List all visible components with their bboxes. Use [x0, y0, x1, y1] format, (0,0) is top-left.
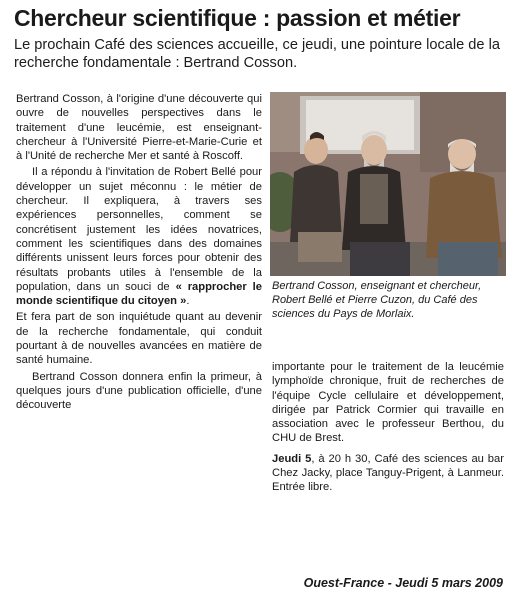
article-photo: [270, 92, 506, 276]
right-column: [272, 360, 504, 497]
source-credit: Ouest-France - Jeudi 5 mars 2009: [303, 576, 503, 590]
paragraph: [16, 165, 262, 308]
quote-bold: « rapprocher le monde scientifique du citoyen »: [16, 280, 262, 308]
photo-caption: Bertrand Cosson, enseignant et chercheur, Robert Bellé et Pierre Cuzon, du Café des sciences du Pays de Morlaix.: [272, 280, 482, 321]
text-run: .: [186, 295, 190, 308]
standfirst: Le prochain Café des sciences accueille, ce jeudi, une pointure locale de la recherche fondamentale : Bertrand Cosson.: [14, 37, 500, 71]
left-column: [16, 92, 262, 415]
photo-three-men-icon: [270, 92, 506, 276]
paragraph: Bertrand Cosson donnera enfin la primeur, à quelques jours d'une publication officielle, d'une découverte: [16, 370, 262, 412]
paragraph: Et fera part de son inquiétude quant au devenir de la recherche fondamentale, qui conduit pourtant à de nouvelles avancées en matière de santé humaine.: [16, 311, 262, 367]
date-bold: Jeudi 5: [272, 452, 312, 465]
headline: Chercheur scientifique : passion et métier: [14, 5, 461, 31]
paragraph: Bertrand Cosson, à l'origine d'une découverte qui ouvre de nouvelles perspectives dans le traitement d'une leucémie, est enseignant-chercheur à l'Université Pierre-et-Marie-Curie et à l'Unité de recherche Mer et santé à Roscoff.: [16, 93, 262, 163]
paragraph: [272, 452, 504, 495]
text-run: , à 20 h 30, Café des sciences au bar Chez Jacky, place Tanguy-Prigent, à Lanmeur. Entrée libre.: [272, 452, 504, 494]
paragraph: importante pour le traitement de la leucémie lymphoïde chronique, fruit de recherches de l'équipe Cycle cellulaire et développement, dirigée par Patrick Cormier qui travaille en association avec le professeur Berthou, du CHU de Brest.: [272, 361, 504, 445]
text-run: Il a répondu à l'invitation de Robert Bellé pour développer un sujet méconnu : le métier de chercheur. Il expliquera, à travers ses expériences personnelles, comment se concrétisent justement les idées novatrices, comment les scientifiques dans des domaines différents unissent leurs forces pour obtenir des résultats probants utiles à l'ensemble de la population, dans un souci de: [16, 166, 262, 293]
